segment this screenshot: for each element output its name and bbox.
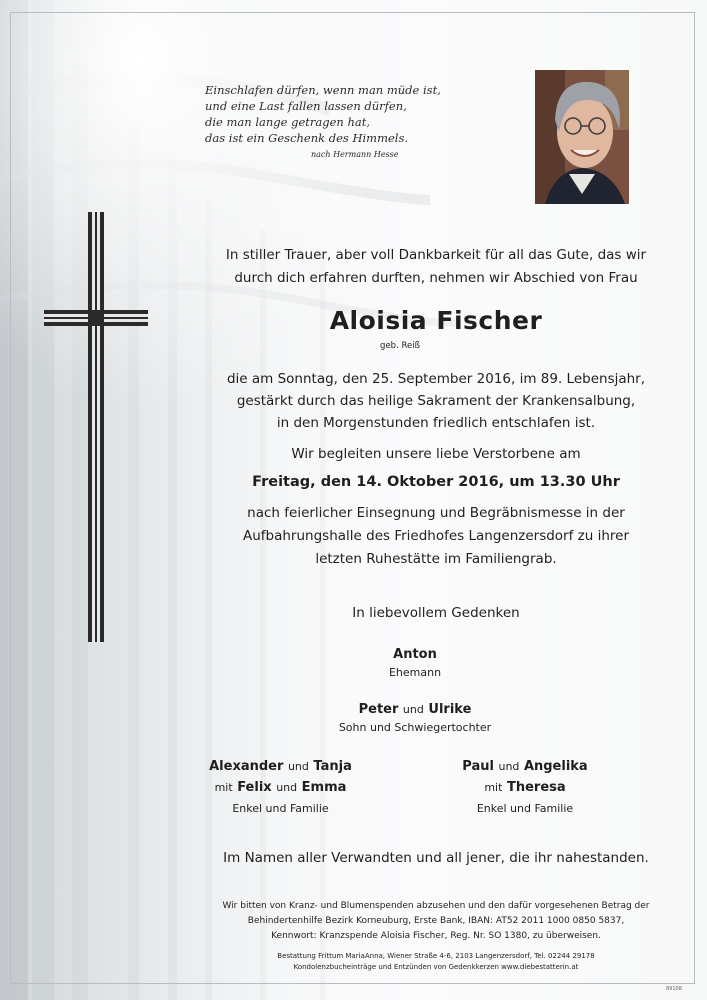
funeral-date: Freitag, den 14. Oktober 2016, um 13.30 Uhr — [252, 474, 620, 490]
note-line: Behindertenhilfe Bezirk Korneuburg, Erste Bank, IBAN: AT52 2011 1000 0850 5837, — [247, 916, 625, 926]
mourner-name: Tanja — [313, 759, 352, 774]
note-line: Kennwort: Kranzspende Aloisia Fischer, Reg. Nr. SO 1380, zu überweisen. — [271, 931, 601, 941]
mourner-peter — [300, 702, 530, 734]
cross-icon — [44, 212, 148, 642]
portrait-photo — [535, 70, 629, 204]
mourner-names — [300, 702, 530, 717]
mourner-name: Felix — [237, 780, 272, 795]
ceremony-line: Aufbahrungshalle des Friedhofes Langenzersdorf zu ihrer — [242, 528, 630, 544]
memory-text: In liebevollem Gedenken — [352, 605, 520, 621]
poem-author: nach Hermann Hesse — [311, 150, 399, 159]
details-line: die am Sonntag, den 25. September 2016, im 89. Lebensjahr, — [226, 371, 646, 387]
poem-line: das ist ein Geschenk des Himmels. — [205, 131, 409, 145]
poem-line: und eine Last fallen lassen dürfen, — [205, 99, 407, 113]
ceremony-text — [176, 502, 696, 571]
conjunction: und — [276, 781, 298, 794]
conjunction: und — [498, 760, 520, 773]
mourner-name: Anton — [393, 647, 437, 662]
intro-line: durch dich erfahren durften, nehmen wir Abschied von Frau — [234, 270, 638, 286]
mourner-anton — [300, 647, 530, 679]
intro-line: In stiller Trauer, aber voll Dankbarkeit für all das Gute, das wir — [225, 247, 647, 263]
mourner-names — [430, 756, 620, 777]
mourner-name: Emma — [301, 780, 347, 795]
footer-line: Bestattung Frittum MariaAnna, Wiener Straße 4-6, 2103 Langenzersdorf, Tel. 02244 29178 — [277, 952, 595, 960]
mourner-name: Alexander — [209, 759, 284, 774]
mourner-name: Angelika — [523, 759, 588, 774]
ceremony-line: letzten Ruhestätte im Familiengrab. — [315, 551, 557, 567]
funeral-home-footer — [176, 951, 696, 973]
conjunction: mit — [214, 781, 233, 794]
mourner-name: Paul — [462, 759, 494, 774]
mourner-names — [188, 756, 373, 777]
donation-note — [176, 899, 696, 944]
portrait-image — [535, 70, 629, 204]
mourner-children — [430, 777, 620, 798]
mourner-role: Ehemann — [388, 666, 442, 679]
mourner-paul — [430, 756, 620, 815]
details-line: gestärkt durch das heilige Sakrament der Krankensalbung, — [236, 393, 636, 409]
death-details — [176, 368, 696, 434]
poem — [205, 82, 515, 146]
conjunction: und — [402, 703, 424, 716]
conjunction: mit — [484, 781, 503, 794]
deceased-name: Aloisia Fischer — [329, 306, 543, 335]
poem-line: Einschlafen dürfen, wenn man müde ist, — [205, 83, 441, 97]
footer-line: Kondolenzbucheinträge und Entzünden von Gedenkkerzen www.diebestatterin.at — [293, 963, 579, 971]
mourner-role: Enkel und Familie — [232, 802, 329, 815]
mourner-role: Sohn und Schwiegertochter — [338, 721, 492, 734]
note-line: Wir bitten von Kranz- und Blumenspenden abzusehen und den dafür vorgesehenen Betrag der — [222, 901, 650, 911]
mourner-name: Ulrike — [428, 702, 472, 717]
maiden-name: geb. Reiß — [380, 341, 420, 351]
mourner-alexander — [188, 756, 373, 815]
mourner-children — [188, 777, 373, 798]
mourner-name: Peter — [358, 702, 399, 717]
details-line: in den Morgenstunden friedlich entschlafen ist. — [276, 415, 596, 431]
mourner-role: Enkel und Familie — [476, 802, 574, 815]
ceremony-line: nach feierlicher Einsegnung und Begräbnismesse in der — [247, 505, 625, 521]
poem-line: die man lange getragen hat, — [205, 115, 370, 129]
intro-text — [176, 244, 696, 290]
mourner-name: Theresa — [506, 780, 566, 795]
accompany-text: Wir begleiten unsere liebe Verstorbene am — [291, 446, 581, 462]
print-stamp: 89108 — [666, 986, 682, 992]
conjunction: und — [287, 760, 309, 773]
closing-text: Im Namen aller Verwandten und all jener, die ihr nahestanden. — [223, 850, 649, 866]
